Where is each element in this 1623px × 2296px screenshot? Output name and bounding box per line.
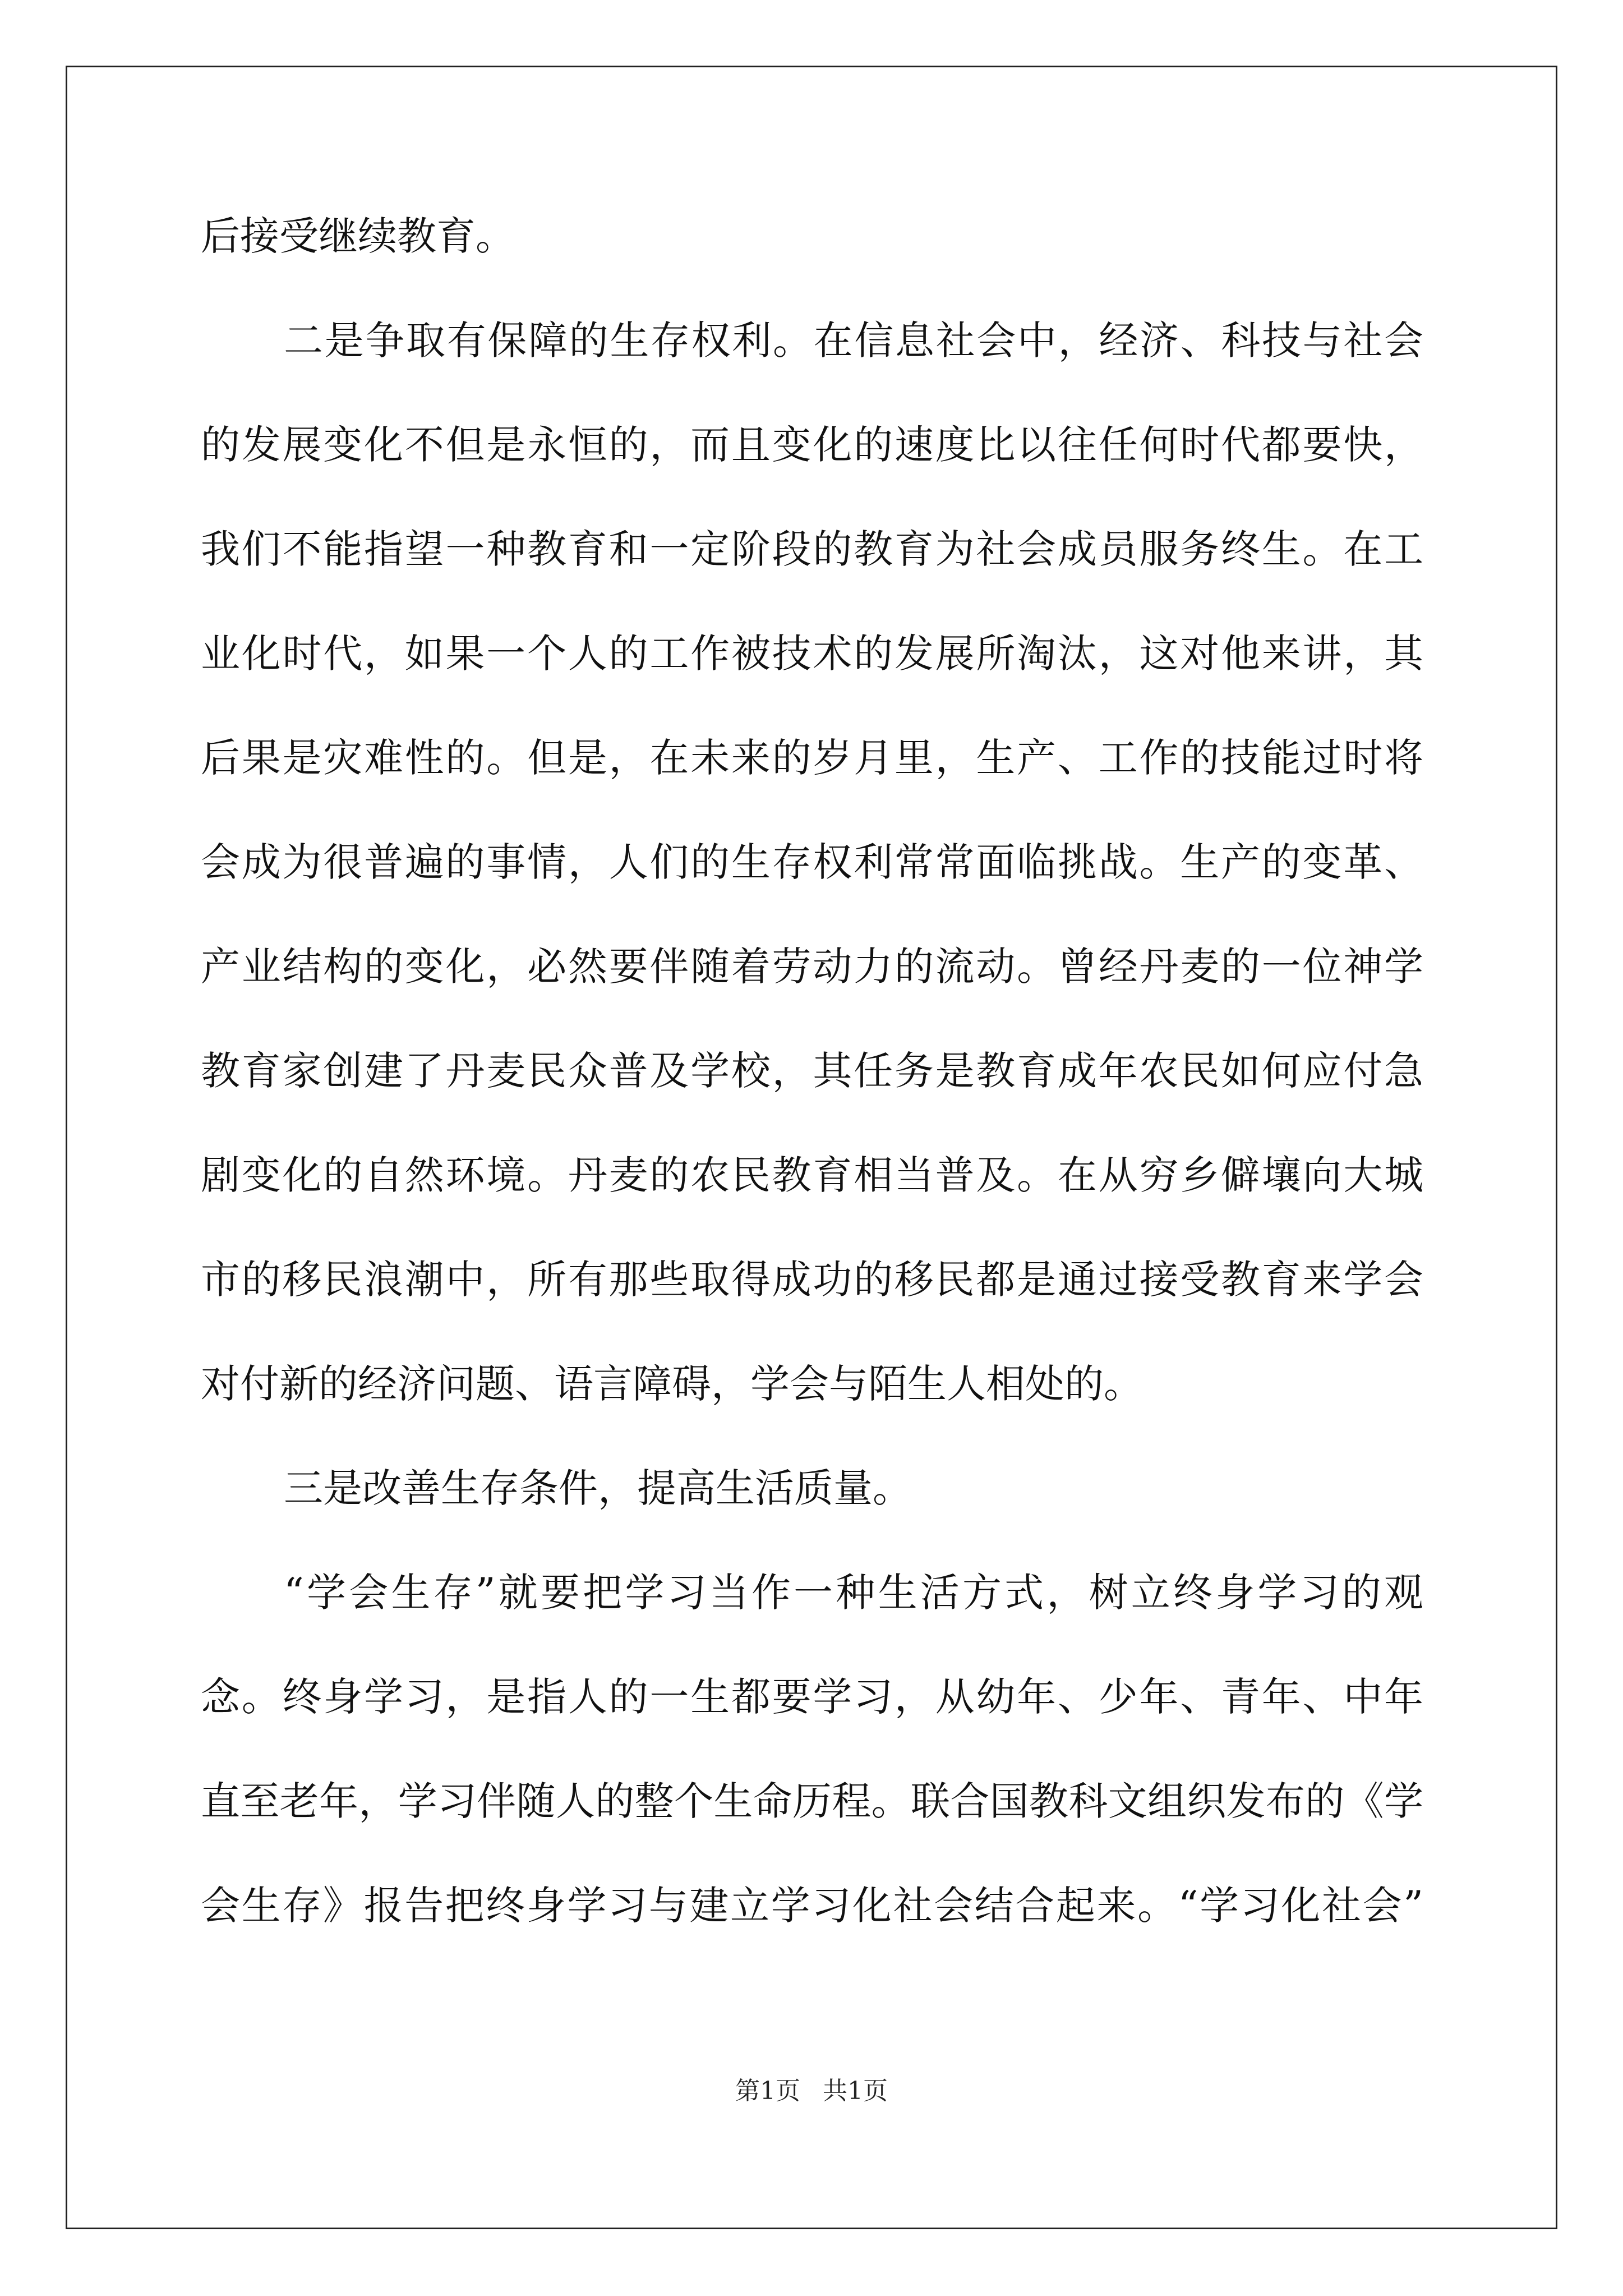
text-line: 后接受继续教育。 [201,213,515,259]
page-footer [0,2074,1623,2108]
text-line: 对付新的经济问题、语言障碍，学会与陌生人相处的。 [201,1361,1143,1407]
text-line: 我们不能指望一种教育和一定阶段的教育为社会成员服务终生。在工 [201,526,1423,572]
text-line: 念。终身学习，是指人的一生都要学习，从幼年、少年、青年、中年 [201,1674,1423,1720]
text-line: 会生存》报告把终身学习与建立学习化社会结合起来。“学习化社会” [201,1883,1423,1929]
text-line: 会成为很普遍的事情，人们的生存权利常常面临挑战。生产的变革、 [201,839,1423,885]
text-line: 后果是灾难性的。但是，在未来的岁月里，生产、工作的技能过时将 [201,735,1423,781]
text-line: 业化时代，如果一个人的工作被技术的发展所淘汰，这对他来讲，其 [201,631,1423,677]
text-line: 产业结构的变化，必然要伴随着劳动力的流动。曾经丹麦的一位神学 [201,944,1423,990]
text-line: 三是改善生存条件，提高生活质量。 [284,1465,912,1511]
text-line: 直至老年，学习伴随人的整个生命历程。联合国教科文组织发布的《学 [201,1778,1423,1824]
text-line: 市的移民浪潮中，所有那些取得成功的移民都是通过接受教育来学会 [201,1257,1423,1303]
text-line: 剧变化的自然环境。丹麦的农民教育相当普及。在从穷乡僻壤向大城 [201,1152,1423,1198]
text-line: “学会生存”就要把学习当作一种生活方式，树立终身学习的观 [284,1570,1423,1616]
page-number: 第1页 [735,2077,800,2105]
text-line: 二是争取有保障的生存权利。在信息社会中，经济、科技与社会 [284,318,1423,364]
page-total: 共1页 [823,2077,888,2105]
document-body [201,205,1423,1979]
text-line: 的发展变化不但是永恒的，而且变化的速度比以往任何时代都要快， [201,422,1423,468]
text-line: 教育家创建了丹麦民众普及学校，其任务是教育成年农民如何应付急 [201,1048,1423,1094]
